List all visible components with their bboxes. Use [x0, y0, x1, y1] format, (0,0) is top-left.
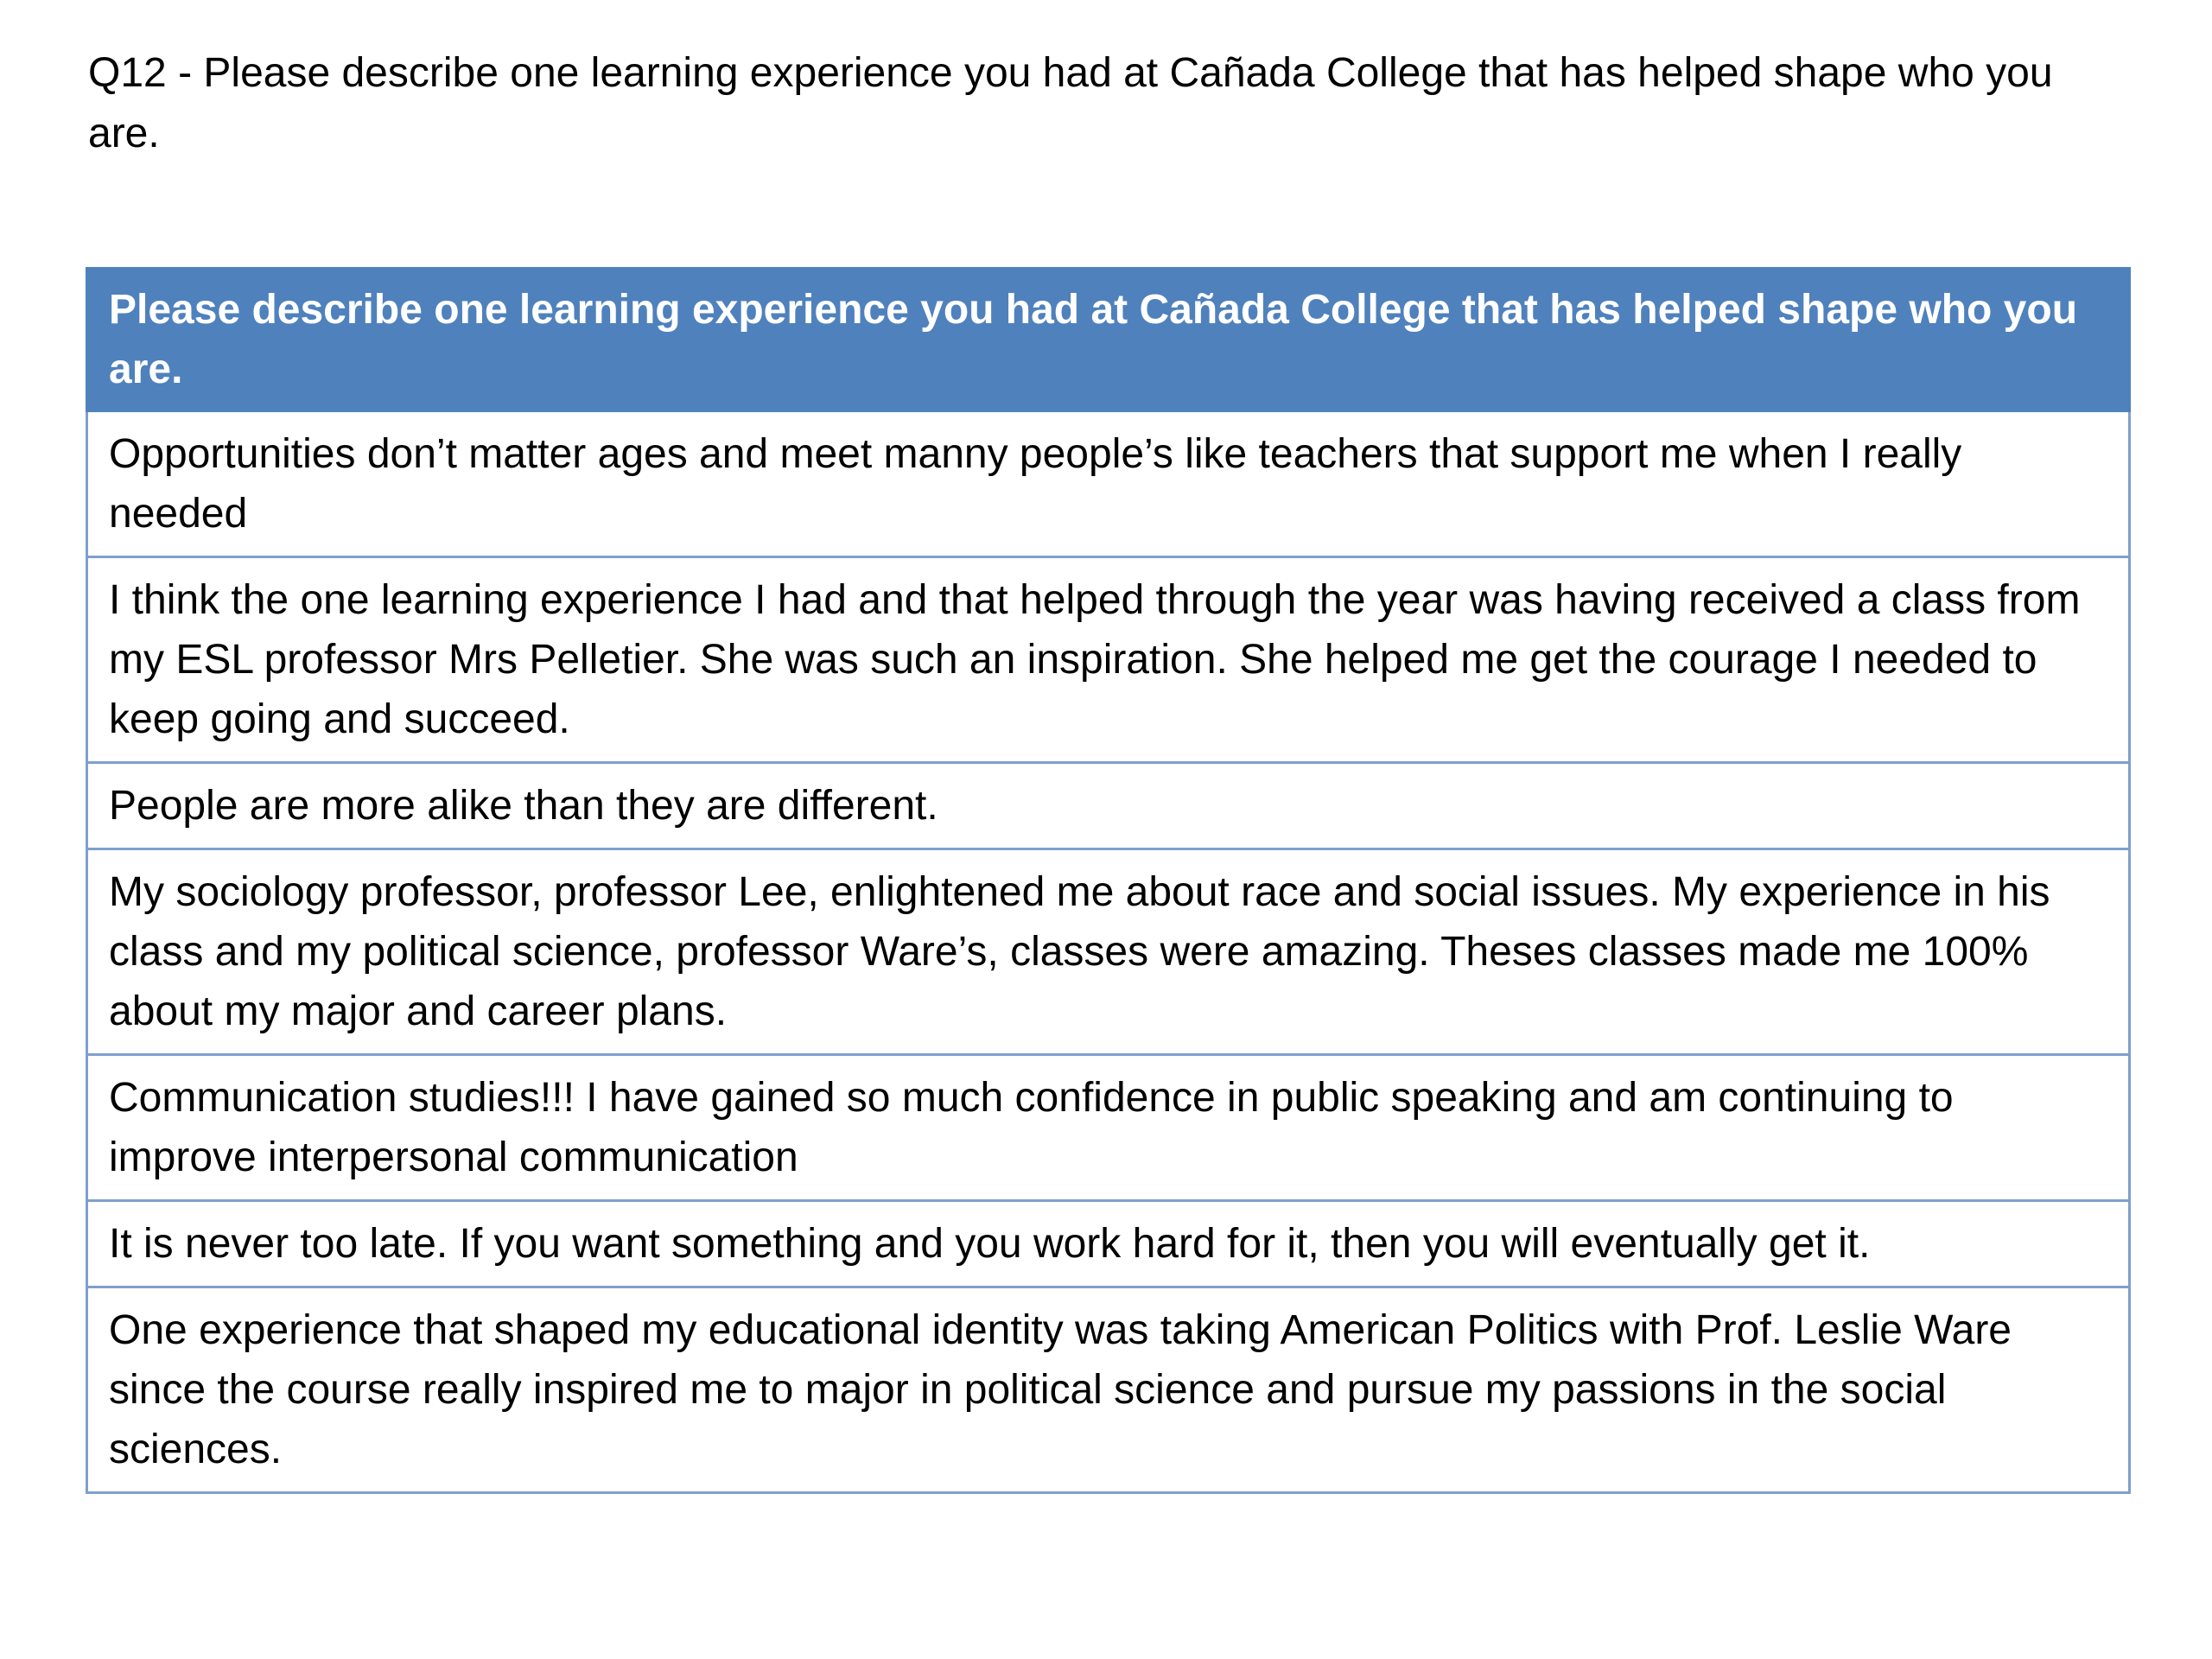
responses-table [86, 267, 2131, 1494]
question-title: Q12 - Please describe one learning experience you had at Cañada College that has helped shape who you are. [88, 50, 2053, 156]
table-row [87, 763, 2130, 849]
table-row [87, 1201, 2130, 1287]
response-cell: It is never too late. If you want something and you work hard for it, then you will eventually get it. [87, 1201, 2130, 1287]
table-row [87, 557, 2130, 763]
table-row [87, 1287, 2130, 1493]
table-row [87, 1055, 2130, 1201]
response-cell: One experience that shaped my educational identity was taking American Politics with Prof. Leslie Ware since the course really inspired me to major in political science and pursue my passions in the social sciences. [87, 1287, 2130, 1493]
table-row [87, 411, 2130, 557]
response-cell: I think the one learning experience I had and that helped through the year was having received a class from my ESL professor Mrs Pelletier. She was such an inspiration. She helped me get the courage I needed to keep going and succeed. [87, 557, 2130, 763]
table-row [87, 849, 2130, 1055]
response-cell: Opportunities don’t matter ages and meet manny people’s like teachers that support me when I really needed [87, 411, 2130, 557]
response-cell: People are more alike than they are different. [87, 763, 2130, 849]
response-cell: Communication studies!!! I have gained so much confidence in public speaking and am continuing to improve interpersonal communication [87, 1055, 2130, 1201]
table-header-cell: Please describe one learning experience you had at Cañada College that has helped shape who you are. [87, 269, 2130, 411]
response-cell: My sociology professor, professor Lee, enlightened me about race and social issues. My experience in his class and my political science, professor Ware’s, classes were amazing. Theses classes made me 100% about my major and career plans. [87, 849, 2130, 1055]
table-header-row [87, 269, 2130, 411]
